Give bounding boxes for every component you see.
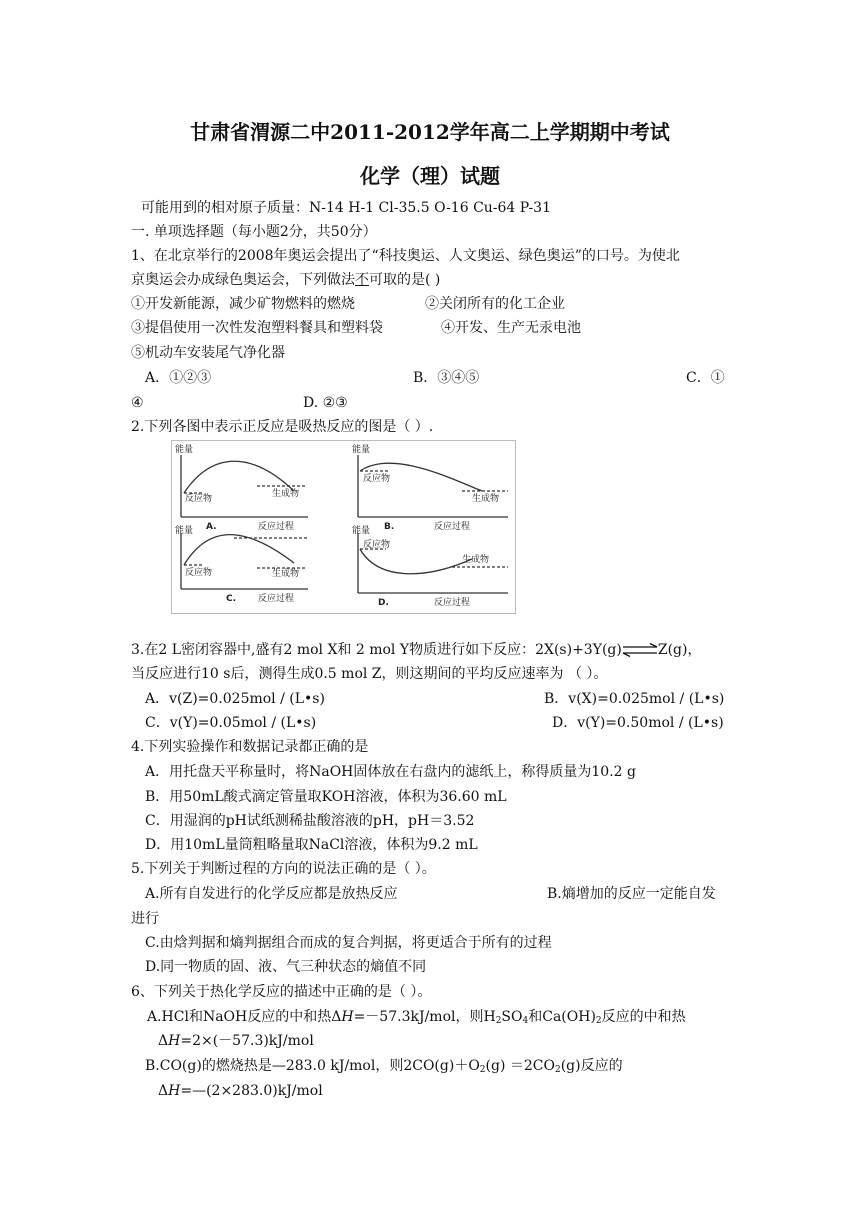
q1-item-4: ④开发、生产无汞电池 bbox=[441, 320, 581, 336]
page-title: 甘肃省渭源二中2011-2012学年高二上学期期中考试 bbox=[190, 120, 670, 144]
q3-stem-line1 bbox=[131, 640, 701, 660]
q1-stem-part3: 可取的是( ) bbox=[369, 272, 441, 288]
q6-option-a-line2: ΔH=2×(－57.3)kJ/mol bbox=[158, 1033, 314, 1049]
q1-option-c-cont: ④ bbox=[131, 395, 144, 411]
q1-stem-line1: 1、在北京举行的2008年奥运会提出了“科技奥运、人文奥运、绿色奥运”的口号。为使北 bbox=[131, 248, 680, 264]
panel-c-product-label: 生成物 bbox=[272, 569, 300, 579]
panel-d-product-label: 生成物 bbox=[462, 555, 490, 565]
q2-stem: 2.下列各图中表示正反应是吸热反应的图是（ ）. bbox=[131, 419, 434, 435]
panel-b-product-label: 生成物 bbox=[472, 494, 500, 504]
q4-option-c: C．用湿润的pH试纸测稀盐酸溶液的pH，pH＝3.52 bbox=[145, 813, 475, 829]
panel-d-x-label: 反应过程 bbox=[434, 598, 471, 608]
q5-option-b: B.熵增加的反应一定能自发 bbox=[547, 886, 716, 902]
panel-a-product-label: 生成物 bbox=[272, 489, 300, 499]
panel-c-reactant-label: 反应物 bbox=[185, 568, 213, 578]
q4-option-d: D．用10mL量筒粗略量取NaCl溶液，体积为9.2 mL bbox=[145, 837, 478, 853]
q5-stem: 5.下列关于判断过程的方向的说法正确的是（ ）。 bbox=[131, 861, 436, 877]
q1-item-1: ①开发新能源，减少矿物燃料的燃烧 bbox=[131, 296, 355, 312]
q1-stem-part1: 京奥运会办成绿色奥运会，下列做法 bbox=[131, 272, 355, 288]
q4-option-a: A．用托盘天平称量时，将NaOH固体放在右盘内的滤纸上，称得质量为10.2 g bbox=[145, 764, 636, 780]
panel-d-label: D. bbox=[378, 598, 389, 608]
q3-stem-part2: Z(g)， bbox=[657, 642, 702, 658]
q6-option-b-line2: ΔH=—(2×283.0)kJ/mol bbox=[158, 1083, 323, 1099]
panel-d-y-label: 能量 bbox=[352, 526, 371, 536]
q1-stem-underlined-word: 不 bbox=[355, 272, 369, 288]
q1-option-b: B．③④⑤ bbox=[413, 370, 480, 386]
q1-item-2: ②关闭所有的化工企业 bbox=[425, 296, 565, 312]
panel-b-label: B. bbox=[384, 522, 395, 532]
section-heading: 一. 单项选择题（每小题2分，共50分） bbox=[131, 224, 377, 240]
page-subtitle: 化学（理）试题 bbox=[360, 164, 500, 188]
panel-b-x-label: 反应过程 bbox=[434, 522, 471, 532]
panel-d-reactant-label: 反应物 bbox=[363, 540, 391, 550]
equilibrium-arrow-icon bbox=[622, 643, 658, 657]
panel-a-label: A. bbox=[206, 522, 217, 532]
q5-option-a: A.所有自发进行的化学反应都是放热反应 bbox=[145, 886, 398, 902]
energy-diagram-figure bbox=[171, 440, 516, 614]
q5-option-d: D.同一物质的固、液、气三种状态的熵值不同 bbox=[145, 959, 427, 975]
q3-option-c: C．v(Y)=0.05mol / (L•s) bbox=[145, 715, 317, 731]
panel-c-label: C. bbox=[226, 594, 237, 604]
q5-option-c: C.由焓判据和熵判据组合而成的复合判据，将更适合于所有的过程 bbox=[145, 935, 552, 951]
panel-c-x-label: 反应过程 bbox=[258, 594, 295, 604]
panel-a-y-label: 能量 bbox=[175, 445, 194, 455]
q1-option-c: C．① bbox=[686, 370, 725, 386]
q1-option-d: D. ②③ bbox=[303, 395, 348, 411]
q1-stem-line2 bbox=[131, 270, 440, 290]
q3-option-d: D．v(Y)=0.50mol / (L•s) bbox=[552, 715, 724, 731]
panel-b-y-label: 能量 bbox=[352, 445, 371, 455]
panel-a-reactant-label: 反应物 bbox=[185, 494, 213, 504]
q6-option-b-line1: B.CO(g)的燃烧热是—283.0 kJ/mol，则$2CO(g)+O_2(g) =2CO_2(g)$反应的 bbox=[145, 1058, 623, 1075]
atomic-masses-line: 可能用到的相对原子质量：N-14 H-1 Cl-35.5 O-16 Cu-64 P-31 bbox=[141, 200, 551, 216]
panel-c-y-label: 能量 bbox=[175, 526, 194, 536]
q1-option-a: A．①②③ bbox=[145, 370, 212, 386]
q4-option-b: B．用50mL酸式滴定管量取KOH溶液，体积为36.60 mL bbox=[145, 789, 507, 805]
q6-option-a-line1: A.HCl和NaOH反应的中和热ΔH=－57.3kJ/mol，则$H_2SO_4$和$Ca(OH)_2$反应的中和热 bbox=[147, 1009, 686, 1026]
q3-stem-line2: 当反应进行10 s后，测得生成0.5 mol Z，则这期间的平均反应速率为 （ ）。 bbox=[131, 666, 608, 682]
q3-option-b: B．v(X)=0.025mol / (L•s) bbox=[544, 691, 725, 707]
q6-stem: 6、下列关于热化学反应的描述中正确的是（ ）。 bbox=[131, 984, 432, 1000]
q4-stem: 4.下列实验操作和数据记录都正确的是 bbox=[131, 739, 369, 755]
panel-a-x-label: 反应过程 bbox=[258, 522, 295, 532]
q5-option-b-cont: 进行 bbox=[131, 911, 159, 927]
q3-stem-part1: 3.在2 L密闭容器中,盛有2 mol X和 2 mol Y物质进行如下反应：2X(s)+3Y(g) bbox=[131, 642, 622, 658]
panel-b-reactant-label: 反应物 bbox=[363, 474, 391, 484]
q3-option-a: A．v(Z)=0.025mol / (L•s) bbox=[145, 691, 325, 707]
q1-item-5: ⑤机动车安装尾气净化器 bbox=[131, 345, 285, 361]
q1-item-3: ③提倡使用一次性发泡塑料餐具和塑料袋 bbox=[131, 320, 383, 336]
